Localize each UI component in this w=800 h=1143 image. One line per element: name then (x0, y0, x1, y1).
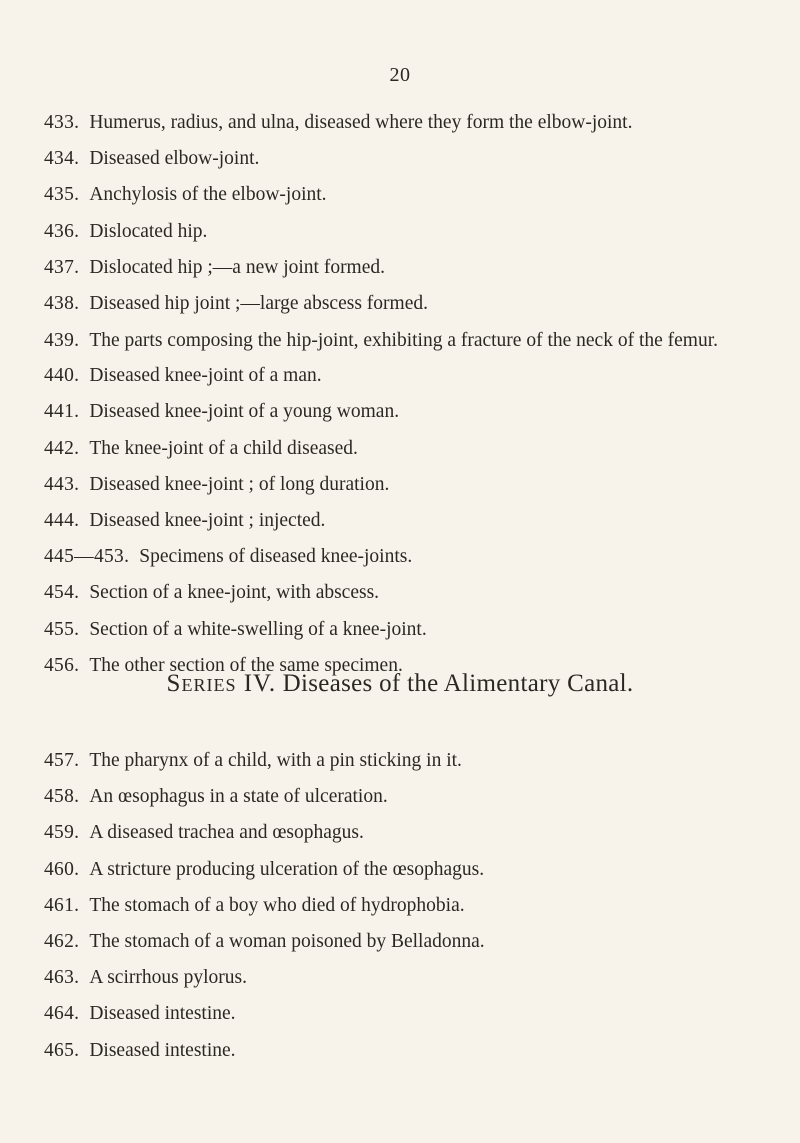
catalogue-entry (44, 286, 774, 322)
entry-number: 454. (44, 582, 80, 604)
catalogue-entry (44, 105, 774, 141)
catalogue-entry (44, 503, 774, 539)
entry-description: Diseased knee-joint ; of long duration. (89, 473, 390, 495)
series-heading-lead: Series IV. (166, 670, 277, 697)
catalogue-entry (44, 358, 774, 394)
series-heading (0, 670, 800, 698)
catalogue-list-alimentary (44, 743, 774, 1069)
entry-number: 459. (44, 822, 80, 844)
entry-description: A diseased trachea and œsophagus. (89, 822, 364, 844)
catalogue-entry (44, 575, 774, 611)
series-heading-title: Diseases of the Alimentary Canal. (282, 670, 634, 697)
entry-number: 457. (44, 750, 80, 771)
entry-number: 442. (44, 437, 80, 459)
entry-description: Anchylosis of the elbow-joint. (89, 184, 327, 206)
entry-description: Diseased knee-joint of a young woman. (89, 401, 400, 423)
entry-number: 456. (44, 654, 80, 676)
entry-description: Dislocated hip ;—a new joint formed. (89, 256, 386, 278)
entry-number: 461. (44, 894, 80, 916)
entry-description: The stomach of a woman poisoned by Belladonna. (89, 931, 485, 953)
catalogue-entry (44, 539, 774, 575)
catalogue-entry (44, 1033, 774, 1069)
entry-description: Diseased intestine. (89, 1003, 236, 1025)
entry-description: The other section of the same specimen. (89, 654, 403, 676)
entry-description: A stricture producing ulceration of the œsophagus. (89, 858, 485, 880)
entry-description: The knee-joint of a child diseased. (89, 437, 358, 459)
entry-number: 433. (44, 112, 80, 133)
entry-number: 464. (44, 1003, 80, 1025)
entry-number: 436. (44, 220, 80, 242)
catalogue-entry (44, 612, 774, 648)
catalogue-entry (44, 322, 774, 358)
entry-description: Section of a knee-joint, with abscess. (89, 582, 380, 604)
entry-description: The parts composing the hip-joint, exhibiting a fracture of the neck of the femur. (89, 330, 719, 352)
entry-number: 434. (44, 148, 80, 170)
entry-description: Dislocated hip. (89, 220, 208, 242)
entry-number: 462. (44, 931, 80, 953)
catalogue-list-joints (44, 105, 774, 684)
entry-number: 458. (44, 786, 80, 808)
catalogue-entry (44, 214, 774, 250)
catalogue-entry (44, 141, 774, 177)
entry-description: Diseased hip joint ;—large abscess formed. (89, 293, 428, 315)
entry-number: 465. (44, 1039, 80, 1061)
catalogue-entry (44, 743, 774, 779)
entry-description: Diseased intestine. (89, 1039, 236, 1061)
entry-number: 455. (44, 618, 80, 640)
entry-description: The pharynx of a child, with a pin sticking in it. (89, 750, 462, 771)
catalogue-entry (44, 779, 774, 815)
catalogue-entry (44, 467, 774, 503)
entry-number: 438. (44, 293, 80, 315)
catalogue-entry (44, 394, 774, 430)
entry-description: Section of a white-swelling of a knee-joint. (89, 618, 427, 640)
entry-number: 440. (44, 365, 80, 387)
entry-description: An œsophagus in a state of ulceration. (89, 786, 388, 808)
entry-description: Diseased knee-joint of a man. (89, 365, 322, 387)
entry-description: Diseased elbow-joint. (89, 148, 260, 170)
entry-description: Specimens of diseased knee-joints. (139, 546, 413, 568)
entry-number: 437. (44, 256, 80, 278)
catalogue-entry (44, 960, 774, 996)
catalogue-entry (44, 177, 774, 213)
catalogue-entry (44, 996, 774, 1032)
entry-description: Diseased knee-joint ; injected. (89, 510, 326, 532)
entry-number: 435. (44, 184, 80, 206)
entry-description: Humerus, radius, and ulna, diseased where they form the elbow-joint. (89, 112, 633, 133)
catalogue-entry (44, 431, 774, 467)
entry-number: 444. (44, 510, 80, 532)
entry-description: The stomach of a boy who died of hydrophobia. (89, 894, 465, 916)
catalogue-entry (44, 888, 774, 924)
entry-number: 445—453. (44, 546, 130, 568)
page-number: 20 (389, 64, 411, 86)
catalogue-entry (44, 852, 774, 888)
entry-number: 443. (44, 473, 80, 495)
entry-number: 463. (44, 967, 80, 989)
entry-number: 441. (44, 401, 80, 423)
catalogue-entry (44, 815, 774, 851)
entry-number: 460. (44, 858, 80, 880)
catalogue-entry (44, 250, 774, 286)
entry-description: A scirrhous pylorus. (89, 967, 247, 989)
catalogue-entry (44, 924, 774, 960)
entry-number: 439. (44, 330, 80, 352)
